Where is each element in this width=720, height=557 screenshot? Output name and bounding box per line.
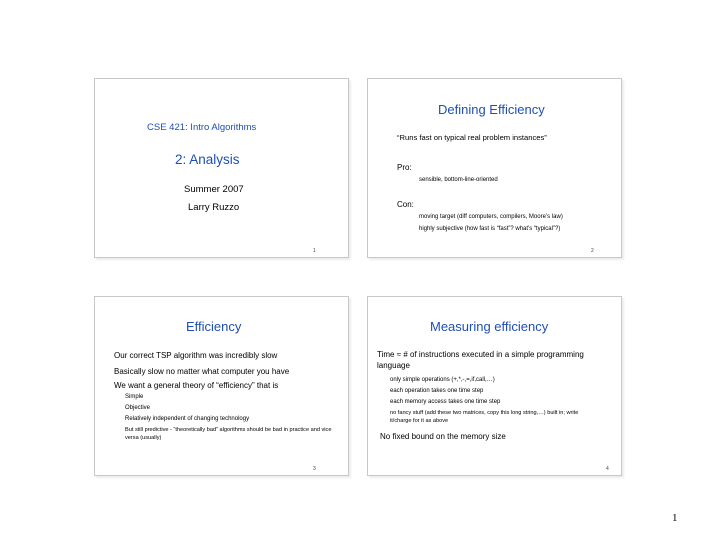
slide-number: 1	[313, 248, 316, 254]
page-number: 1	[672, 512, 678, 524]
sub-item: Relatively independent of changing technology	[125, 416, 250, 422]
intro-text: Time ≈ # of instructions executed in a simple programming language	[377, 350, 584, 370]
sub-item: no fancy stuff (add these two matrices, copy this long string,…) built in; write it/charge for it as above	[390, 410, 579, 424]
sub-item: each memory access takes one time step	[390, 399, 501, 405]
slide-title: Measuring efficiency	[430, 319, 549, 334]
quote: “Runs fast on typical real problem instances”	[397, 133, 547, 142]
con-label: Con:	[397, 200, 414, 209]
sub-item: each operation takes one time step	[390, 388, 484, 394]
pro-item: sensible, bottom-line-oriented	[419, 177, 498, 183]
sub-item: Simple	[125, 394, 144, 400]
body-line: Basically slow no matter what computer you have	[114, 367, 290, 376]
slide-title: Efficiency	[186, 319, 242, 334]
slide-1	[94, 78, 349, 258]
course-name: CSE 421: Intro Algorithms	[147, 122, 257, 133]
con-item: highly subjective (how fast is “fast”? what’s “typical”?)	[419, 226, 561, 232]
slide-number: 3	[313, 466, 316, 472]
slide-number: 4	[606, 466, 609, 472]
body-line: We want a general theory of “efficiency” that is	[114, 381, 279, 390]
sub-item: only simple operations (+,*,-,=,if,call,…)	[390, 377, 495, 383]
author: Larry Ruzzo	[188, 202, 240, 213]
term: Summer 2007	[184, 184, 244, 195]
slide-title: 2: Analysis	[175, 152, 240, 167]
slide-2	[367, 78, 622, 258]
slide-title: Defining Efficiency	[438, 102, 545, 117]
body-line: Our correct TSP algorithm was incredibly slow	[114, 351, 278, 360]
sub-item: But still predictive - “theoretically bad” algorithms should be bad in practice and vice versa (usually)	[125, 427, 332, 441]
slide-3	[94, 296, 349, 476]
closing-line: No fixed bound on the memory size	[380, 432, 506, 441]
slide-4	[367, 296, 622, 476]
con-item: moving target (diff computers, compilers, Moore’s law)	[419, 214, 563, 220]
pro-label: Pro:	[397, 163, 412, 172]
sub-item: Objective	[125, 405, 151, 411]
slide-number: 2	[591, 248, 594, 254]
